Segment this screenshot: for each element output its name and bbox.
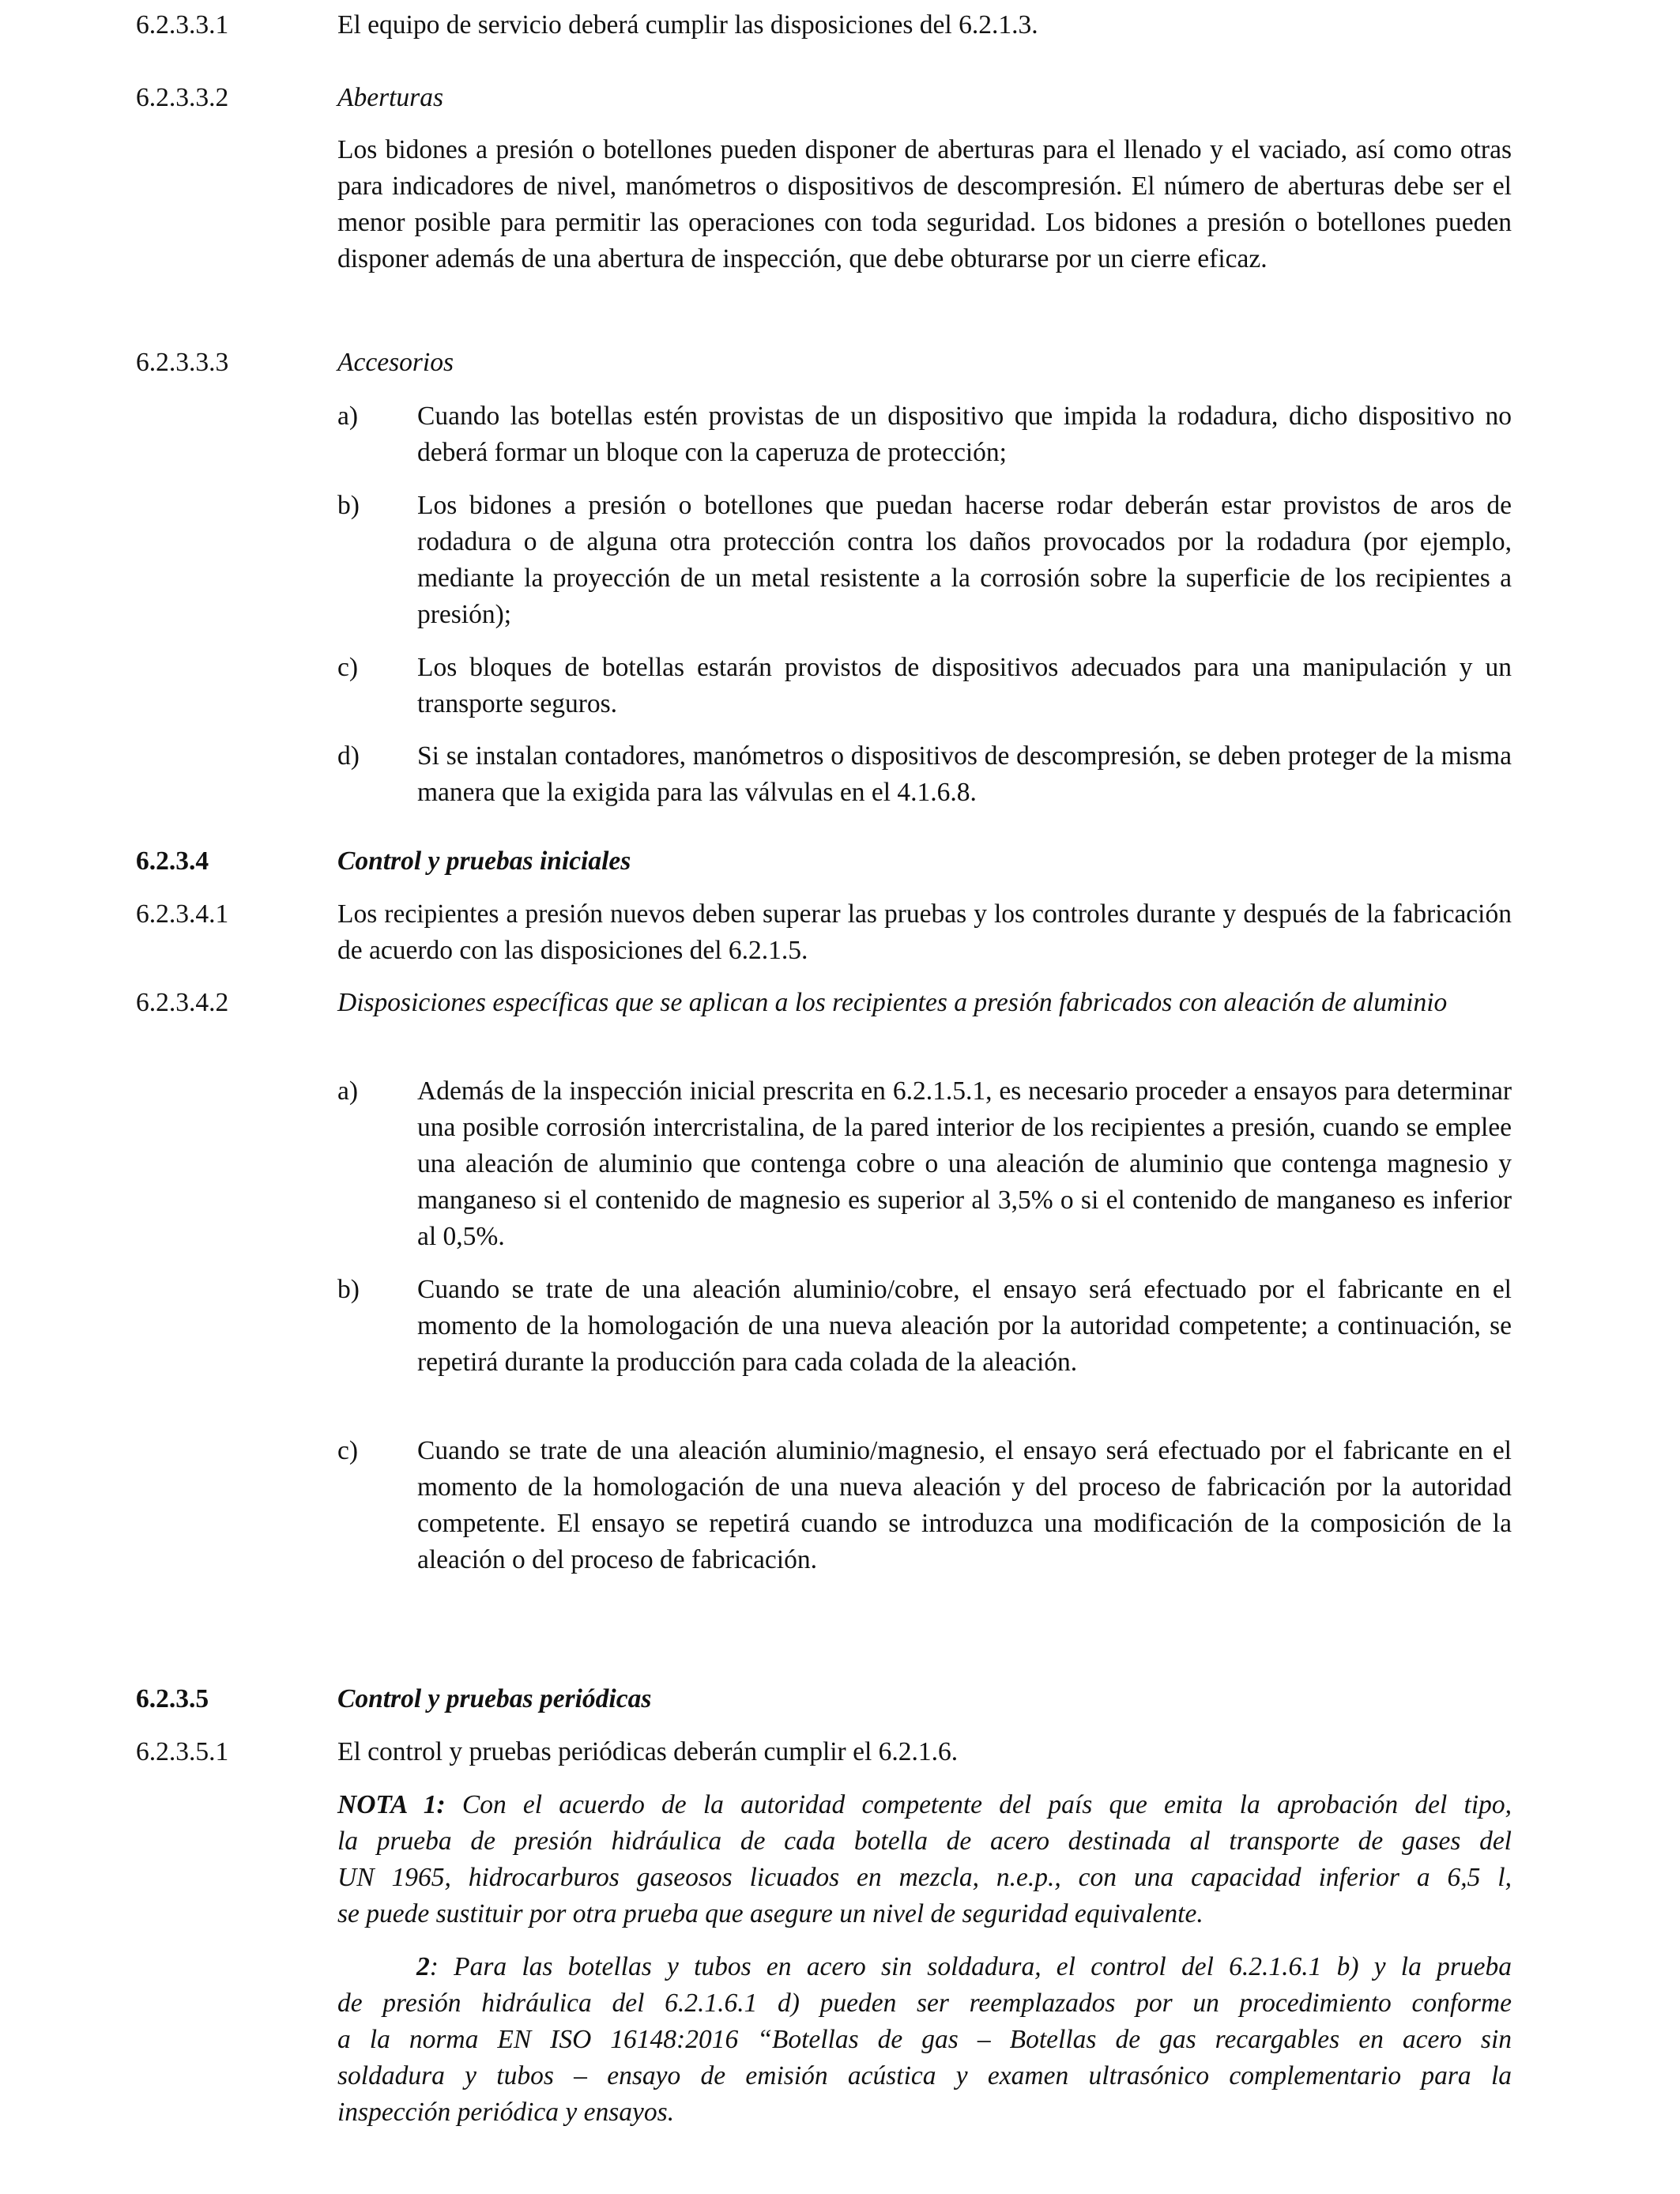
section-number: 6.2.3.5 [136, 1684, 209, 1713]
section-text: El control y pruebas periódicas deberán cumplir el 6.2.1.6. [337, 1737, 959, 1766]
list-marker: a) [337, 1076, 359, 1106]
list-item-text: Los bidones a presión o botellones que puedan hacerse rodar deberán estar provistos de aros de rodadura o de alguna otra protección contra los daños provocados por la rodadura (por ejemplo, mediante la proyección de un metal resistente a la corrosión sobre la superficie de los recipientes a presión); [417, 491, 1512, 629]
list-marker: c) [337, 653, 359, 682]
note-line: de presión hidráulica del 6.2.1.6.1 d) pueden ser reemplazados por un procedimiento conforme [337, 1989, 1512, 2018]
list-item-text: Los bloques de botellas estarán provistos de dispositivos adecuados para una manipulación y un transporte seguros. [417, 653, 1512, 718]
list-marker: b) [337, 491, 360, 520]
note-text: Con el acuerdo de la autoridad competente del país que emita la aprobación del tipo, [461, 1790, 1512, 1819]
list-marker: b) [337, 1275, 360, 1304]
list-marker: a) [337, 401, 359, 431]
note-line: se puede sustituir por otra prueba que asegure un nivel de seguridad equivalente. [337, 1899, 1203, 1928]
list-item-text: Cuando se trate de una aleación aluminio/magnesio, el ensayo será efectuado por el fabricante en el momento de la homologación de una nueva aleación y del proceso de fabricación por la autoridad competente. El ensayo se repetirá cuando se introduzca una modificación de la composición de la aleación o del proceso de fabricación. [417, 1436, 1512, 1574]
section-title: Aberturas [337, 83, 443, 112]
section-text: Los recipientes a presión nuevos deben superar las pruebas y los controles durante y después de la fabricación de acuerdo con las disposiciones del 6.2.1.5. [337, 899, 1512, 965]
note-label: NOTA 1: [337, 1790, 446, 1819]
section-title: Accesorios [337, 348, 454, 377]
section-text: El equipo de servicio deberá cumplir las disposiciones del 6.2.1.3. [337, 10, 1038, 40]
note-line [416, 1949, 1512, 1985]
note-text: : Para las botellas y tubos en acero sin soldadura, el control del 6.2.1.6.1 b) y la prueba [429, 1952, 1512, 1981]
note-line: soldadura y tubos – ensayo de emisión acústica y examen ultrasónico complementario para la [337, 2061, 1512, 2090]
section-title: Control y pruebas iniciales [337, 846, 631, 876]
list-item-text: Además de la inspección inicial prescrita en 6.2.1.5.1, es necesario proceder a ensayos para determinar una posible corrosión intercristalina, de la pared interior de los recipientes a presión, cuando se emplee una aleación de aluminio que contenga cobre o una aleación de aluminio que contenga magnesio y manganeso si el contenido de magnesio es superior al 3,5% o si el contenido de manganeso es inferior al 0,5%. [417, 1076, 1512, 1251]
section-number: 6.2.3.3.3 [136, 348, 229, 377]
section-number: 6.2.3.5.1 [136, 1737, 229, 1766]
note-line: la prueba de presión hidráulica de cada botella de acero destinada al transporte de gases del [337, 1826, 1512, 1856]
section-number: 6.2.3.4.2 [136, 988, 229, 1017]
note-label: 2 [416, 1952, 430, 1981]
section-title: Control y pruebas periódicas [337, 1684, 652, 1713]
section-title: Disposiciones específicas que se aplican a los recipientes a presión fabricados con aleación de aluminio [337, 988, 1448, 1017]
note-line: a la norma EN ISO 16148:2016 “Botellas de gas – Botellas de gas recargables en acero sin [337, 2025, 1512, 2054]
list-item-text: Cuando se trate de una aleación aluminio/cobre, el ensayo será efectuado por el fabricante en el momento de la homologación de una nueva aleación por la autoridad competente; a continuación, se repetirá durante la producción para cada colada de la aleación. [417, 1275, 1512, 1377]
section-number: 6.2.3.3.2 [136, 83, 229, 112]
section-paragraph: Los bidones a presión o botellones pueden disponer de aberturas para el llenado y el vaciado, así como otras para indicadores de nivel, manómetros o dispositivos de descompresión. El número de aberturas debe ser el menor posible para permitir las operaciones con toda seguridad. Los bidones a presión o botellones pueden disponer además de una abertura de inspección, que debe obturarse por un cierre eficaz. [337, 135, 1512, 273]
section-number: 6.2.3.4 [136, 846, 209, 876]
note-line [337, 1787, 1512, 1823]
note-line: inspección periódica y ensayos. [337, 2098, 675, 2127]
list-marker: d) [337, 741, 360, 771]
list-marker: c) [337, 1436, 359, 1465]
list-item-text: Si se instalan contadores, manómetros o dispositivos de descompresión, se deben proteger de la misma manera que la exigida para las válvulas en el 4.1.6.8. [417, 741, 1512, 807]
section-number: 6.2.3.3.1 [136, 10, 229, 40]
section-number: 6.2.3.4.1 [136, 899, 229, 929]
note-line: UN 1965, hidrocarburos gaseosos licuados en mezcla, n.e.p., con una capacidad inferior a 6,5 l, [337, 1863, 1512, 1892]
list-item-text: Cuando las botellas estén provistas de un dispositivo que impida la rodadura, dicho dispositivo no deberá formar un bloque con la caperuza de protección; [417, 401, 1512, 467]
